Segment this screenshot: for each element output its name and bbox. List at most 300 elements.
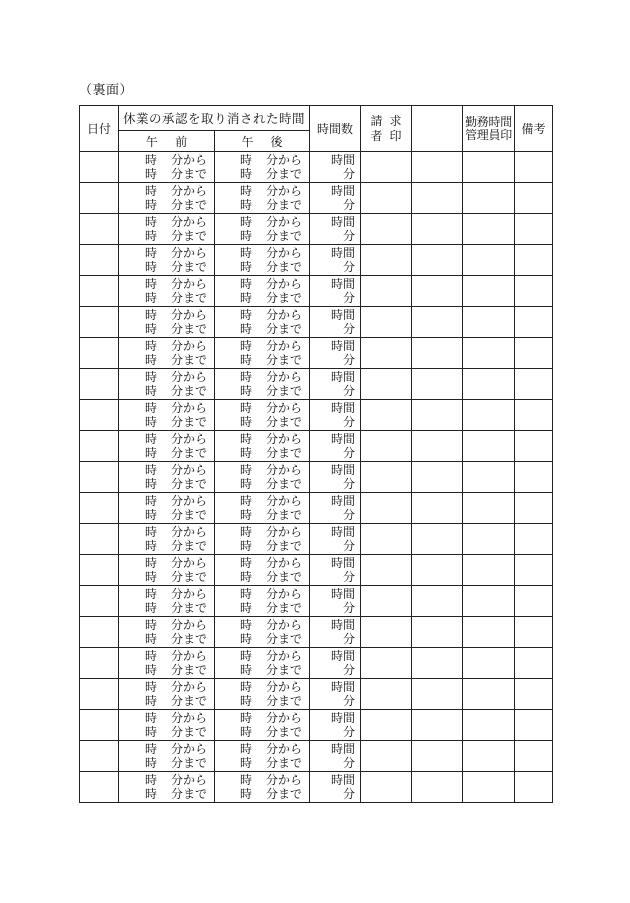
morning-to-line: [145, 725, 214, 739]
afternoon-from-line: [240, 773, 309, 787]
blank-cell[interactable]: [412, 369, 463, 400]
hours-count-cell[interactable]: [310, 741, 361, 772]
date-cell[interactable]: [80, 617, 119, 648]
canceled-leave-time-table: [79, 105, 553, 803]
notes-cell[interactable]: [515, 586, 553, 617]
claimant-char-3: 者: [370, 129, 383, 143]
date-cell[interactable]: [80, 245, 119, 276]
notes-cell[interactable]: [515, 245, 553, 276]
afternoon-from-line: [240, 494, 309, 508]
afternoon-time-cell[interactable]: [215, 493, 310, 524]
from-label: 分から: [266, 649, 303, 663]
hour-label: 時: [240, 339, 253, 353]
hours-count-cell[interactable]: [310, 586, 361, 617]
afternoon-time-cell[interactable]: [215, 431, 310, 462]
morning-time-cell[interactable]: [119, 555, 215, 586]
header-date: 日付: [80, 106, 119, 152]
blank-cell[interactable]: [412, 152, 463, 183]
claimant-seal-cell[interactable]: [361, 338, 412, 369]
morning-time-cell[interactable]: [119, 679, 215, 710]
from-label: 分から: [266, 215, 303, 229]
from-label: 分から: [266, 277, 303, 291]
morning-to-line: [145, 508, 214, 522]
header-notes: 備考: [515, 106, 553, 152]
afternoon-to-line: [240, 353, 309, 367]
table-row: [80, 245, 553, 276]
blank-cell[interactable]: [412, 183, 463, 214]
hours-count-cell[interactable]: [310, 524, 361, 555]
header-morning: [119, 131, 215, 152]
hours-unit-label: 時間: [331, 463, 356, 477]
date-cell[interactable]: [80, 431, 119, 462]
blank-cell[interactable]: [412, 462, 463, 493]
hour-label: 時: [240, 787, 253, 801]
claimant-seal-cell[interactable]: [361, 741, 412, 772]
from-label: 分から: [266, 494, 303, 508]
hour-label: 時: [240, 508, 253, 522]
hour-label: 時: [145, 773, 158, 787]
blank-cell[interactable]: [412, 617, 463, 648]
claimant-seal-cell[interactable]: [361, 369, 412, 400]
table-row: [80, 679, 553, 710]
manager-seal-cell[interactable]: [463, 152, 515, 183]
manager-seal-cell[interactable]: [463, 617, 515, 648]
claimant-seal-cell[interactable]: [361, 214, 412, 245]
afternoon-time-cell[interactable]: [215, 648, 310, 679]
afternoon-time-cell[interactable]: [215, 307, 310, 338]
hour-label: 時: [145, 291, 158, 305]
blank-cell[interactable]: [412, 648, 463, 679]
minutes-unit-label: 分: [343, 756, 356, 770]
manager-seal-cell[interactable]: [463, 245, 515, 276]
afternoon-time-cell[interactable]: [215, 338, 310, 369]
morning-time-cell[interactable]: [119, 369, 215, 400]
afternoon-char-2: 後: [270, 134, 283, 149]
to-label: 分まで: [266, 229, 303, 243]
date-cell[interactable]: [80, 276, 119, 307]
morning-time-cell[interactable]: [119, 245, 215, 276]
date-cell[interactable]: [80, 555, 119, 586]
claimant-seal-cell[interactable]: [361, 307, 412, 338]
hours-unit-label: 時間: [331, 277, 356, 291]
hours-unit-label: 時間: [331, 711, 356, 725]
manager-line-1: 勤務時間: [465, 114, 512, 129]
from-label: 分から: [171, 215, 208, 229]
blank-cell[interactable]: [412, 741, 463, 772]
afternoon-time-cell[interactable]: [215, 772, 310, 803]
hours-count-cell[interactable]: [310, 772, 361, 803]
afternoon-to-line: [240, 446, 309, 460]
to-label: 分まで: [266, 415, 303, 429]
from-label: 分から: [266, 246, 303, 260]
hours-count-cell[interactable]: [310, 648, 361, 679]
claimant-seal-cell[interactable]: [361, 679, 412, 710]
claimant-seal-cell[interactable]: [361, 555, 412, 586]
date-cell[interactable]: [80, 648, 119, 679]
hour-label: 時: [145, 508, 158, 522]
to-label: 分まで: [171, 725, 208, 739]
date-cell[interactable]: [80, 183, 119, 214]
morning-char-2: 前: [175, 134, 188, 149]
hour-label: 時: [240, 446, 253, 460]
morning-time-cell[interactable]: [119, 276, 215, 307]
to-label: 分まで: [171, 291, 208, 305]
minutes-unit-label: 分: [343, 601, 356, 615]
afternoon-from-line: [240, 742, 309, 756]
afternoon-time-cell[interactable]: [215, 710, 310, 741]
minutes-unit-label: 分: [343, 694, 356, 708]
morning-time-cell[interactable]: [119, 648, 215, 679]
hours-count-cell[interactable]: [310, 617, 361, 648]
claimant-seal-cell[interactable]: [361, 493, 412, 524]
afternoon-to-line: [240, 570, 309, 584]
minutes-unit-label: 分: [343, 787, 356, 801]
date-cell[interactable]: [80, 772, 119, 803]
morning-time-cell[interactable]: [119, 772, 215, 803]
manager-seal-cell[interactable]: [463, 586, 515, 617]
notes-cell[interactable]: [515, 679, 553, 710]
notes-cell[interactable]: [515, 214, 553, 245]
minutes-unit-label: 分: [343, 539, 356, 553]
hours-count-cell[interactable]: [310, 152, 361, 183]
claimant-seal-cell[interactable]: [361, 772, 412, 803]
afternoon-to-line: [240, 229, 309, 243]
notes-cell[interactable]: [515, 183, 553, 214]
hour-label: 時: [240, 587, 253, 601]
afternoon-to-line: [240, 601, 309, 615]
hours-count-cell[interactable]: [310, 431, 361, 462]
from-label: 分から: [266, 618, 303, 632]
manager-seal-cell[interactable]: [463, 400, 515, 431]
hours-unit-label: 時間: [331, 556, 356, 570]
claimant-seal-cell[interactable]: [361, 431, 412, 462]
morning-time-cell[interactable]: [119, 617, 215, 648]
afternoon-to-line: [240, 694, 309, 708]
date-cell[interactable]: [80, 338, 119, 369]
hour-label: 時: [240, 198, 253, 212]
notes-cell[interactable]: [515, 307, 553, 338]
claimant-seal-cell[interactable]: [361, 462, 412, 493]
date-cell[interactable]: [80, 400, 119, 431]
hour-label: 時: [240, 415, 253, 429]
claimant-seal-cell[interactable]: [361, 245, 412, 276]
notes-cell[interactable]: [515, 493, 553, 524]
afternoon-time-cell[interactable]: [215, 183, 310, 214]
manager-seal-cell[interactable]: [463, 183, 515, 214]
morning-time-cell[interactable]: [119, 493, 215, 524]
blank-cell[interactable]: [412, 276, 463, 307]
from-label: 分から: [266, 711, 303, 725]
claimant-char-1: 請: [370, 114, 383, 128]
blank-cell[interactable]: [412, 214, 463, 245]
table-row: [80, 741, 553, 772]
from-label: 分から: [171, 587, 208, 601]
from-label: 分から: [266, 308, 303, 322]
hour-label: 時: [145, 260, 158, 274]
minutes-unit-label: 分: [343, 353, 356, 367]
to-label: 分まで: [171, 694, 208, 708]
morning-to-line: [145, 291, 214, 305]
morning-from-line: [145, 246, 214, 260]
morning-time-cell[interactable]: [119, 152, 215, 183]
notes-cell[interactable]: [515, 462, 553, 493]
date-cell[interactable]: [80, 586, 119, 617]
hours-count-cell[interactable]: [310, 369, 361, 400]
manager-seal-cell[interactable]: [463, 493, 515, 524]
date-cell[interactable]: [80, 493, 119, 524]
to-label: 分まで: [171, 787, 208, 801]
morning-time-cell[interactable]: [119, 586, 215, 617]
blank-cell[interactable]: [412, 431, 463, 462]
afternoon-to-line: [240, 167, 309, 181]
date-cell[interactable]: [80, 369, 119, 400]
to-label: 分まで: [266, 663, 303, 677]
hour-label: 時: [145, 432, 158, 446]
hour-label: 時: [145, 322, 158, 336]
to-label: 分まで: [171, 570, 208, 584]
hours-unit-label: 時間: [331, 680, 356, 694]
afternoon-time-cell[interactable]: [215, 214, 310, 245]
notes-cell[interactable]: [515, 524, 553, 555]
manager-seal-cell[interactable]: [463, 338, 515, 369]
hour-label: 時: [145, 618, 158, 632]
afternoon-time-cell[interactable]: [215, 462, 310, 493]
claimant-seal-cell[interactable]: [361, 617, 412, 648]
manager-seal-cell[interactable]: [463, 431, 515, 462]
hours-count-cell[interactable]: [310, 462, 361, 493]
notes-cell[interactable]: [515, 338, 553, 369]
from-label: 分から: [266, 556, 303, 570]
morning-time-cell[interactable]: [119, 307, 215, 338]
hours-count-cell[interactable]: [310, 245, 361, 276]
afternoon-time-cell[interactable]: [215, 400, 310, 431]
hour-label: 時: [240, 556, 253, 570]
afternoon-time-cell[interactable]: [215, 276, 310, 307]
morning-from-line: [145, 184, 214, 198]
morning-time-cell[interactable]: [119, 524, 215, 555]
claimant-seal-cell[interactable]: [361, 152, 412, 183]
from-label: 分から: [171, 618, 208, 632]
hours-unit-label: 時間: [331, 246, 356, 260]
hours-count-cell[interactable]: [310, 679, 361, 710]
from-label: 分から: [171, 773, 208, 787]
hours-count-cell[interactable]: [310, 214, 361, 245]
hours-count-cell[interactable]: [310, 710, 361, 741]
claimant-seal-cell[interactable]: [361, 586, 412, 617]
hours-count-cell[interactable]: [310, 493, 361, 524]
manager-seal-cell[interactable]: [463, 741, 515, 772]
to-label: 分まで: [171, 663, 208, 677]
afternoon-char-1: 午: [241, 134, 254, 149]
hour-label: 時: [240, 539, 253, 553]
notes-cell[interactable]: [515, 710, 553, 741]
morning-time-cell[interactable]: [119, 338, 215, 369]
manager-seal-cell[interactable]: [463, 369, 515, 400]
manager-seal-cell[interactable]: [463, 462, 515, 493]
hour-label: 時: [240, 725, 253, 739]
blank-cell[interactable]: [412, 555, 463, 586]
hours-count-cell[interactable]: [310, 555, 361, 586]
morning-time-cell[interactable]: [119, 431, 215, 462]
afternoon-from-line: [240, 556, 309, 570]
date-cell[interactable]: [80, 307, 119, 338]
blank-cell[interactable]: [412, 710, 463, 741]
afternoon-from-line: [240, 432, 309, 446]
morning-from-line: [145, 587, 214, 601]
table-row: [80, 648, 553, 679]
hour-label: 時: [145, 680, 158, 694]
date-cell[interactable]: [80, 679, 119, 710]
to-label: 分まで: [266, 632, 303, 646]
from-label: 分から: [171, 680, 208, 694]
afternoon-from-line: [240, 525, 309, 539]
blank-cell[interactable]: [412, 586, 463, 617]
afternoon-time-cell[interactable]: [215, 555, 310, 586]
morning-to-line: [145, 446, 214, 460]
date-cell[interactable]: [80, 152, 119, 183]
hour-label: 時: [240, 184, 253, 198]
hour-label: 時: [145, 570, 158, 584]
hours-unit-label: 時間: [331, 587, 356, 601]
date-cell[interactable]: [80, 710, 119, 741]
morning-to-line: [145, 539, 214, 553]
to-label: 分まで: [266, 725, 303, 739]
notes-cell[interactable]: [515, 400, 553, 431]
hour-label: 時: [240, 291, 253, 305]
to-label: 分まで: [266, 787, 303, 801]
hours-unit-label: 時間: [331, 773, 356, 787]
claimant-seal-cell[interactable]: [361, 183, 412, 214]
notes-cell[interactable]: [515, 617, 553, 648]
morning-from-line: [145, 618, 214, 632]
afternoon-time-cell[interactable]: [215, 617, 310, 648]
from-label: 分から: [266, 401, 303, 415]
hour-label: 時: [240, 277, 253, 291]
hour-label: 時: [145, 787, 158, 801]
to-label: 分まで: [266, 167, 303, 181]
hours-count-cell[interactable]: [310, 338, 361, 369]
afternoon-to-line: [240, 415, 309, 429]
morning-time-cell[interactable]: [119, 183, 215, 214]
afternoon-time-cell[interactable]: [215, 679, 310, 710]
afternoon-time-cell[interactable]: [215, 524, 310, 555]
from-label: 分から: [171, 184, 208, 198]
date-cell[interactable]: [80, 214, 119, 245]
table-row: [80, 617, 553, 648]
hours-unit-label: 時間: [331, 649, 356, 663]
notes-cell[interactable]: [515, 276, 553, 307]
morning-time-cell[interactable]: [119, 214, 215, 245]
manager-seal-cell[interactable]: [463, 772, 515, 803]
hours-count-cell[interactable]: [310, 276, 361, 307]
notes-cell[interactable]: [515, 555, 553, 586]
manager-seal-cell[interactable]: [463, 679, 515, 710]
hour-label: 時: [145, 663, 158, 677]
afternoon-time-cell[interactable]: [215, 245, 310, 276]
blank-cell[interactable]: [412, 245, 463, 276]
afternoon-from-line: [240, 587, 309, 601]
morning-time-cell[interactable]: [119, 741, 215, 772]
table-row: [80, 555, 553, 586]
header-manager-seal: [463, 106, 515, 152]
hours-count-cell[interactable]: [310, 400, 361, 431]
to-label: 分まで: [266, 694, 303, 708]
minutes-unit-label: 分: [343, 725, 356, 739]
claimant-char-2: 求: [389, 114, 402, 128]
morning-to-line: [145, 198, 214, 212]
to-label: 分まで: [266, 260, 303, 274]
to-label: 分まで: [171, 477, 208, 491]
notes-cell[interactable]: [515, 648, 553, 679]
afternoon-from-line: [240, 680, 309, 694]
hour-label: 時: [145, 742, 158, 756]
hour-label: 時: [145, 601, 158, 615]
notes-cell[interactable]: [515, 741, 553, 772]
afternoon-time-cell[interactable]: [215, 741, 310, 772]
manager-seal-cell[interactable]: [463, 710, 515, 741]
hours-count-cell[interactable]: [310, 183, 361, 214]
manager-seal-cell[interactable]: [463, 307, 515, 338]
claimant-seal-cell[interactable]: [361, 710, 412, 741]
table-row: [80, 152, 553, 183]
afternoon-time-cell[interactable]: [215, 586, 310, 617]
claimant-seal-cell[interactable]: [361, 400, 412, 431]
claimant-seal-cell[interactable]: [361, 648, 412, 679]
hour-label: 時: [145, 339, 158, 353]
blank-cell[interactable]: [412, 493, 463, 524]
hour-label: 時: [145, 415, 158, 429]
date-cell[interactable]: [80, 741, 119, 772]
hours-count-cell[interactable]: [310, 307, 361, 338]
blank-cell[interactable]: [412, 338, 463, 369]
morning-time-cell[interactable]: [119, 400, 215, 431]
blank-cell[interactable]: [412, 307, 463, 338]
manager-seal-cell[interactable]: [463, 555, 515, 586]
hour-label: 時: [145, 649, 158, 663]
notes-cell[interactable]: [515, 772, 553, 803]
date-cell[interactable]: [80, 524, 119, 555]
manager-seal-cell[interactable]: [463, 214, 515, 245]
manager-seal-cell[interactable]: [463, 648, 515, 679]
manager-seal-cell[interactable]: [463, 524, 515, 555]
afternoon-time-cell[interactable]: [215, 369, 310, 400]
header-hours: 時間数: [310, 106, 361, 152]
blank-cell[interactable]: [412, 679, 463, 710]
blank-cell[interactable]: [412, 524, 463, 555]
hour-label: 時: [145, 632, 158, 646]
minutes-unit-label: 分: [343, 632, 356, 646]
claimant-seal-cell[interactable]: [361, 524, 412, 555]
manager-seal-cell[interactable]: [463, 276, 515, 307]
date-cell[interactable]: [80, 462, 119, 493]
notes-cell[interactable]: [515, 431, 553, 462]
afternoon-time-cell[interactable]: [215, 152, 310, 183]
morning-time-cell[interactable]: [119, 710, 215, 741]
hour-label: 時: [240, 711, 253, 725]
morning-to-line: [145, 601, 214, 615]
blank-cell[interactable]: [412, 772, 463, 803]
morning-from-line: [145, 277, 214, 291]
notes-cell[interactable]: [515, 152, 553, 183]
notes-cell[interactable]: [515, 369, 553, 400]
claimant-seal-cell[interactable]: [361, 276, 412, 307]
from-label: 分から: [266, 339, 303, 353]
hours-unit-label: 時間: [331, 401, 356, 415]
blank-cell[interactable]: [412, 400, 463, 431]
afternoon-to-line: [240, 508, 309, 522]
morning-time-cell[interactable]: [119, 462, 215, 493]
to-label: 分まで: [171, 167, 208, 181]
